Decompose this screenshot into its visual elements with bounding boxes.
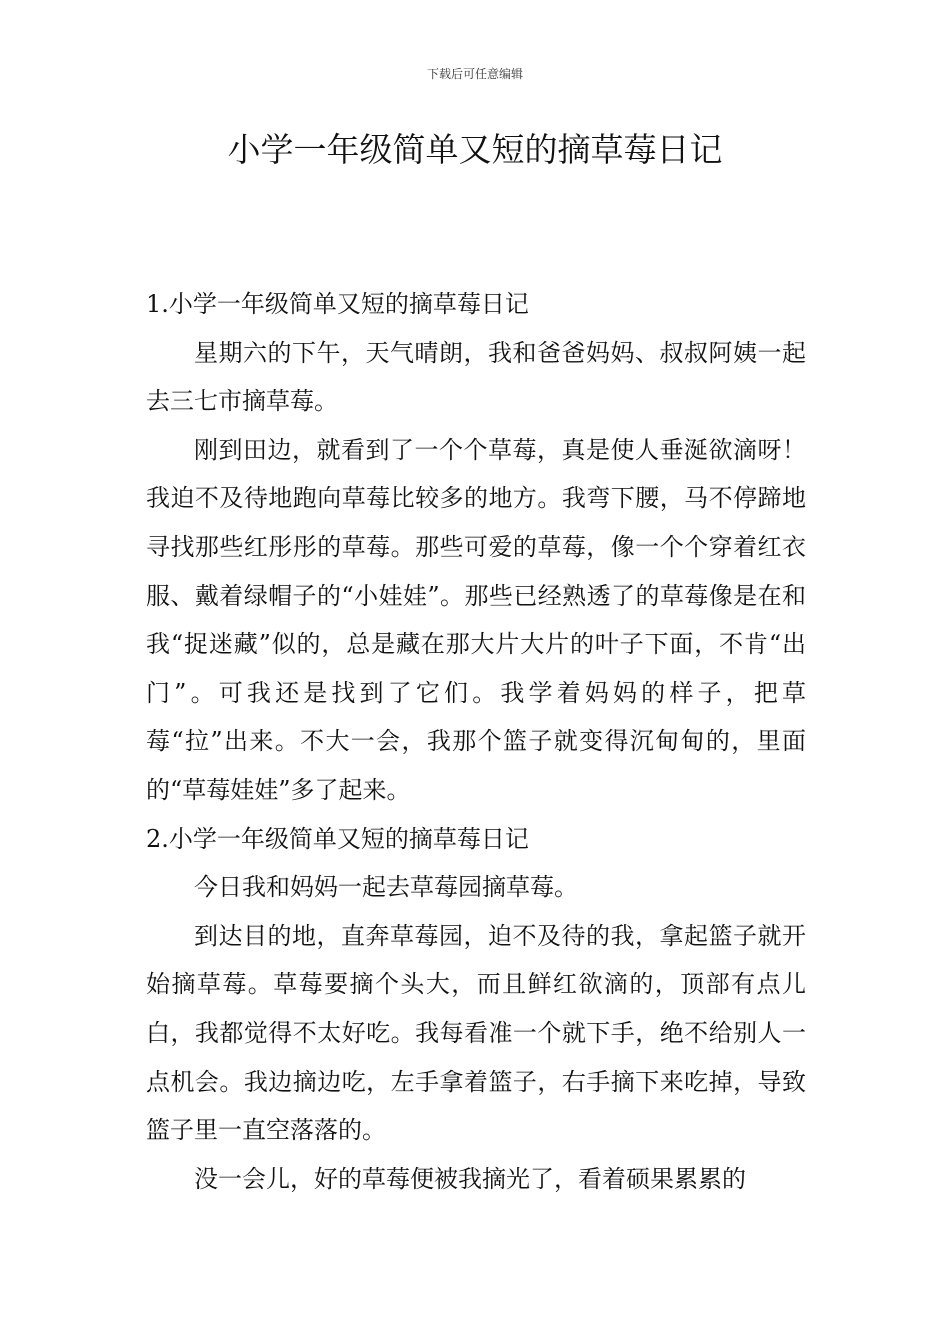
section-heading-2: 2.小学一年级简单又短的摘草莓日记 xyxy=(146,824,529,853)
section-heading-1: 1.小学一年级简单又短的摘草莓日记 xyxy=(146,290,529,318)
paragraph: 到达目的地，直奔草莓园，迫不及待的我，拿起篮子就开始摘草莓。草莓要摘个头大，而且鲜红欲滴的，顶部有点儿白，我都觉得不太好吃。我每看准一个就下手，绝不给别人一点机会。我边摘边吃，左手拿着篮子，右手摘下来吃掉，导致篮子里一直空落落的。 xyxy=(146,921,806,1145)
header-note: 下载后可任意编辑 xyxy=(426,67,523,81)
paragraph: 没一会儿，好的草莓便被我摘光了，看着硕果累累的 xyxy=(194,1164,746,1193)
document-body xyxy=(146,280,806,1203)
paragraph: 星期六的下午，天气晴朗，我和爸爸妈妈、叔叔阿姨一起去三七市摘草莓。 xyxy=(146,338,806,416)
paragraph: 刚到田边，就看到了一个个草莓，真是使人垂涎欲滴呀！我迫不及待地跑向草莓比较多的地方。我弯下腰，马不停蹄地寻找那些红彤彤的草莓。那些可爱的草莓，像一个个穿着红衣服、戴着绿帽子的“小娃娃”。那些已经熟透了的草莓像是在和我“捉迷藏”似的，总是藏在那大片大片的叶子下面，不肯“出门”。可我还是找到了它们。我学着妈妈的样子，把草莓“拉”出来。不大一会，我那个篮子就变得沉甸甸的，里面的“草莓娃娃”多了起来。 xyxy=(146,435,806,804)
paragraph: 今日我和妈妈一起去草莓园摘草莓。 xyxy=(194,873,578,902)
document-title: 小学一年级简单又短的摘草莓日记 xyxy=(227,130,723,169)
